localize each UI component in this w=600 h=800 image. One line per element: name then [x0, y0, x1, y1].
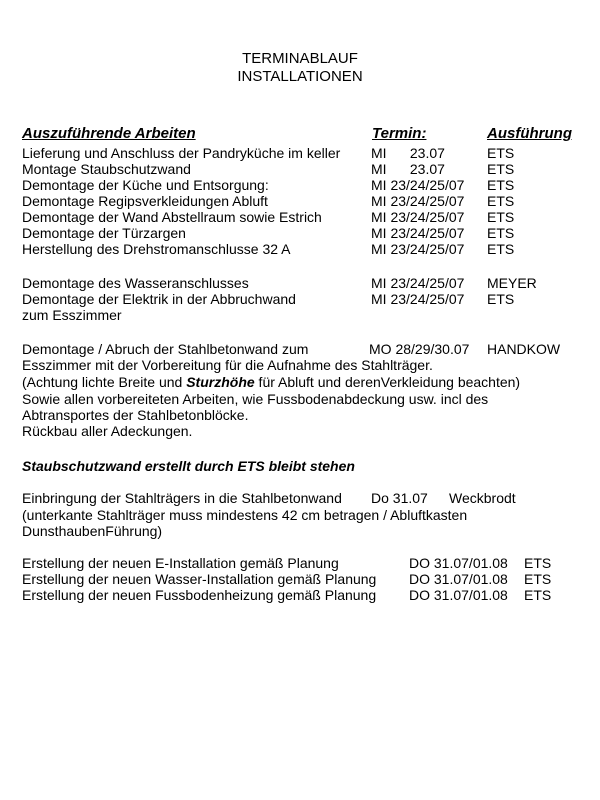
task-row-work: Erstellung der neuen Wasser-Installation gemäß Planung: [22, 571, 377, 587]
document-subtitle: INSTALLATIONEN: [237, 68, 363, 85]
task-row-exec: ETS: [487, 193, 515, 209]
task-row-exec: ETS: [487, 241, 515, 257]
column-header-exec: Ausführung: [487, 125, 572, 142]
task-row-work: Einbringung der Stahlträgers in die Stahlbetonwand: [22, 490, 342, 506]
task-row-exec: ETS: [487, 177, 515, 193]
task-row-date: MI 23/24/25/07: [371, 225, 465, 241]
task-row-exec: ETS: [524, 555, 552, 571]
task-row-work: Montage Staubschutzwand: [22, 161, 191, 177]
task-row-date: MI 23/24/25/07: [371, 275, 465, 291]
task-row-work: Herstellung des Drehstromanschlusse 32 A: [22, 241, 291, 257]
task-row-date: MI 23/24/25/07: [371, 291, 465, 307]
task-row-exec: ETS: [524, 571, 552, 587]
task-row-work: Demontage des Wasseranschlusses: [22, 275, 249, 291]
task-row-date: MI 23/24/25/07: [371, 209, 465, 225]
task-row-exec: ETS: [524, 587, 552, 603]
task-row-work: Demontage der Elektrik in der Abbruchwand: [22, 291, 296, 307]
task-description-line: Rückbau aller Adeckungen.: [22, 423, 193, 439]
task-row-work: Demontage der Wand Abstellraum sowie Estrich: [22, 209, 322, 225]
task-description-line: (Achtung lichte Breite und Sturzhöhe für Abluft und derenVerkleidung beachten): [22, 374, 521, 390]
task-row-exec: ETS: [487, 209, 515, 225]
task-row-date: DO 31.07/01.08: [409, 571, 508, 587]
document-title: TERMINABLAUF: [242, 50, 358, 67]
task-row-exec: HANDKOW: [487, 341, 561, 357]
task-row-date: MI 23/24/25/07: [371, 193, 465, 209]
task-description-line: (unterkante Stahlträger muss mindestens 42 cm betragen / Abluftkasten: [22, 507, 468, 523]
task-row-exec: MEYER: [487, 275, 537, 291]
task-row-exec: ETS: [487, 161, 515, 177]
task-row-exec: ETS: [487, 145, 515, 161]
column-header-date: Termin:: [372, 125, 427, 142]
task-row-date: Do 31.07: [371, 490, 428, 506]
task-row-work: Demontage der Küche und Entsorgung:: [22, 177, 269, 193]
task-row-work: Erstellung der neuen Fussbodenheizung gemäß Planung: [22, 587, 377, 603]
task-row-date: MO 28/29/30.07: [369, 341, 470, 357]
task-description-line: Sowie allen vorbereiteten Arbeiten, wie Fussbodenabdeckung usw. incl des: [22, 391, 489, 407]
task-description-line: Abtransportes der Stahlbetonblöcke.: [22, 407, 249, 423]
note-text: Staubschutzwand erstellt durch ETS bleibt stehen: [22, 458, 355, 474]
column-header-work: Auszuführende Arbeiten: [22, 125, 196, 142]
task-description-line: Esszimmer mit der Vorbereitung für die Aufnahme des Stahlträger.: [22, 357, 433, 373]
task-row-continuation: zum Esszimmer: [22, 307, 122, 323]
task-row-date: DO 31.07/01.08: [409, 555, 508, 571]
task-row-exec: ETS: [487, 291, 515, 307]
task-row-work: Demontage / Abruch der Stahlbetonwand zum: [22, 341, 309, 357]
task-row-work: Demontage der Türzargen: [22, 225, 186, 241]
task-row-date: MI 23/24/25/07: [371, 241, 465, 257]
task-row-work: Lieferung und Anschluss der Pandryküche im keller: [22, 145, 341, 161]
task-description-line: DunsthaubenFührung): [22, 523, 163, 539]
task-row-exec: Weckbrodt: [449, 490, 516, 506]
task-row-date: MI 23.07: [371, 145, 445, 161]
task-row-date: MI 23/24/25/07: [371, 177, 465, 193]
task-row-exec: ETS: [487, 225, 515, 241]
task-row-date: MI 23.07: [371, 161, 445, 177]
task-row-date: DO 31.07/01.08: [409, 587, 508, 603]
task-row-work: Demontage Regipsverkleidungen Abluft: [22, 193, 268, 209]
task-row-work: Erstellung der neuen E-Installation gemäß Planung: [22, 555, 339, 571]
